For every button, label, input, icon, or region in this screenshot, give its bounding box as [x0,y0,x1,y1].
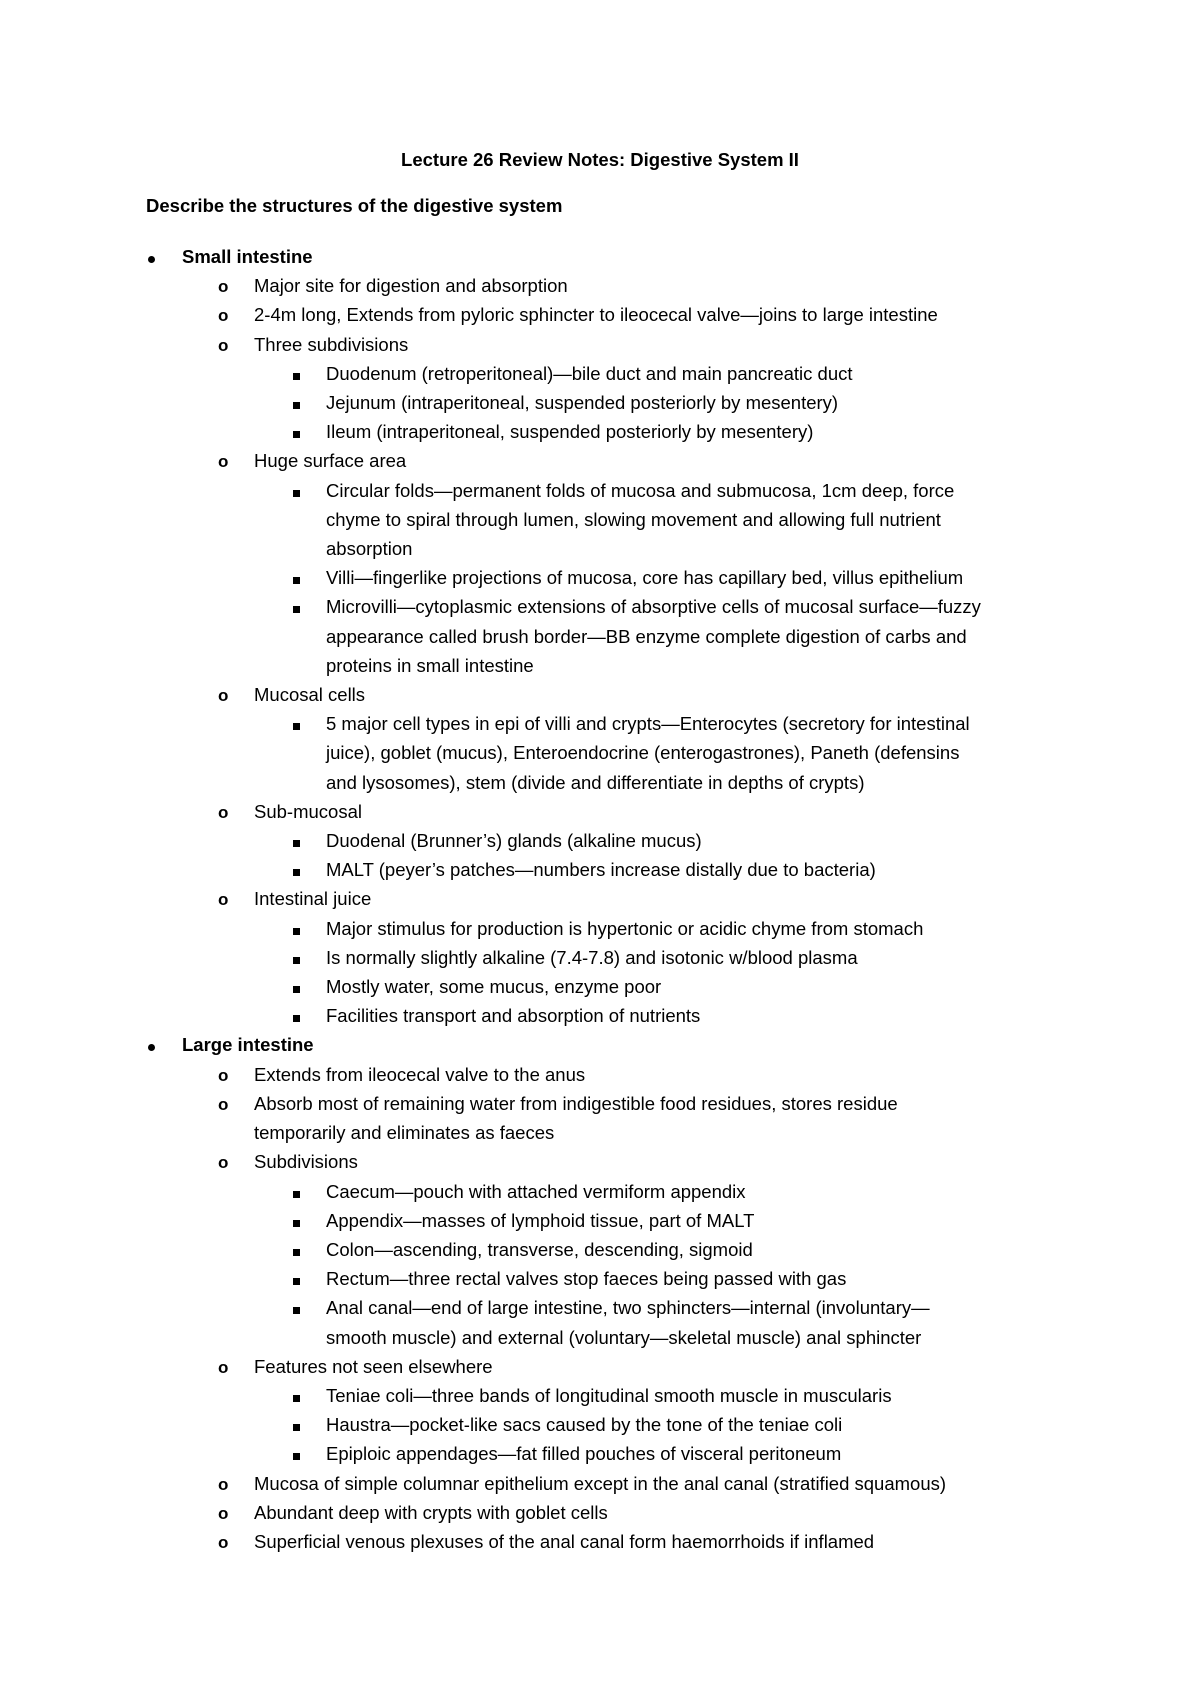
list-item-detail [0,563,1200,592]
square-bullet-icon [293,1177,300,1206]
list-item-point [0,680,1200,709]
square-bullet-icon [293,855,300,884]
section-heading: Describe the structures of the digestive system [146,195,563,216]
list-item-point [0,1498,1200,1527]
point-text: Mucosal cells [254,684,366,706]
circle-bullet-glyph: o [218,1503,229,1523]
list-item-point [0,1527,1200,1556]
square-bullet-icon [293,1439,300,1468]
square-bullet-shape [293,723,300,730]
square-bullet-icon [293,709,300,738]
list-item-detail [0,826,1200,855]
bullet-dot-icon [148,1030,155,1059]
circle-bullet-icon [218,1527,228,1557]
point-text: Abundant deep with crypts with goblet cells [254,1501,608,1523]
list-item-detail [0,592,1200,621]
square-bullet-icon [293,1293,300,1322]
circle-bullet-icon [218,1089,228,1119]
square-bullet-shape [293,577,300,584]
detail-text: Is normally slightly alkaline (7.4-7.8) and isotonic w/blood plasma [326,946,858,968]
point-text: Subdivisions [254,1151,358,1173]
square-bullet-shape [293,928,300,935]
detail-text: Villi—fingerlike projections of mucosa, core has capillary bed, villus epithelium [326,567,964,589]
list-item-point [0,330,1200,359]
circle-bullet-icon [218,1469,228,1499]
point-text: Superficial venous plexuses of the anal canal form haemorrhoids if inflamed [254,1530,875,1552]
detail-text-continuation: absorption [326,538,413,560]
circle-bullet-icon [218,300,228,330]
circle-bullet-glyph: o [218,1153,229,1173]
list-item-point [0,1469,1200,1498]
page-title: Lecture 26 Review Notes: Digestive System II [401,149,799,170]
detail-text: Major stimulus for production is hypertonic or acidic chyme from stomach [326,917,924,939]
square-bullet-shape [293,1220,300,1227]
list-item-section [0,1030,1200,1059]
list-item-point [0,884,1200,913]
list-item-detail [0,417,1200,446]
square-bullet-shape [293,1307,300,1314]
circle-bullet-icon [218,330,228,360]
point-text: Absorb most of remaining water from indigestible food residues, stores residue [254,1092,898,1114]
detail-text: 5 major cell types in epi of villi and crypts—Enterocytes (secretory for intestinal [326,713,970,735]
circle-bullet-icon [218,1498,228,1528]
list-item-detail [0,855,1200,884]
square-bullet-icon [293,1235,300,1264]
section-label: Small intestine [182,246,313,267]
square-bullet-shape [293,1249,300,1256]
list-item-detail [0,709,1200,738]
square-bullet-icon [293,563,300,592]
detail-text: Duodenal (Brunner’s) glands (alkaline mucus) [326,830,702,852]
square-bullet-shape [293,431,300,438]
list-item-detail [0,1264,1200,1293]
bullet-dot-icon [148,242,155,271]
list-item-point [0,271,1200,300]
detail-text-continuation: smooth muscle) and external (voluntary—skeletal muscle) anal sphincter [326,1326,922,1348]
detail-text: Facilities transport and absorption of nutrients [326,1005,701,1027]
circle-bullet-icon [218,1147,228,1177]
square-bullet-icon [293,1410,300,1439]
square-bullet-icon [293,972,300,1001]
notes-outline [0,242,1200,1556]
detail-text: Microvilli—cytoplasmic extensions of absorptive cells of mucosal surface—fuzzy [326,596,981,618]
list-item-detail [0,359,1200,388]
square-bullet-shape [293,1453,300,1460]
point-text: Features not seen elsewhere [254,1355,493,1377]
circle-bullet-glyph: o [218,890,229,910]
list-item-detail [0,1177,1200,1206]
circle-bullet-glyph: o [218,1357,229,1377]
point-text: 2-4m long, Extends from pyloric sphincter to ileocecal valve—joins to large intestine [254,304,938,326]
list-item-detail [0,1293,1200,1322]
square-bullet-icon [293,592,300,621]
list-item-detail [0,914,1200,943]
detail-text: Circular folds—permanent folds of mucosa and submucosa, 1cm deep, force [326,479,955,501]
square-bullet-icon [293,1206,300,1235]
list-item-detail [0,1410,1200,1439]
circle-bullet-icon [218,680,228,710]
circle-bullet-glyph: o [218,335,229,355]
detail-text: Colon—ascending, transverse, descending, sigmoid [326,1238,753,1260]
point-text: Three subdivisions [254,333,409,355]
circle-bullet-icon [218,884,228,914]
detail-text: Anal canal—end of large intestine, two sphincters—internal (involuntary— [326,1297,930,1319]
square-bullet-shape [293,1191,300,1198]
detail-text: Appendix—masses of lymphoid tissue, part of MALT [326,1209,755,1231]
circle-bullet-icon [218,1060,228,1090]
square-bullet-shape [293,957,300,964]
square-bullet-shape [293,606,300,613]
square-bullet-shape [293,1278,300,1285]
detail-text: MALT (peyer’s patches—numbers increase distally due to bacteria) [326,859,876,881]
square-bullet-icon [293,1381,300,1410]
bullet-dot-shape [148,256,155,263]
detail-text-continuation: juice), goblet (mucus), Enteroendocrine (enterogastrones), Paneth (defensins [326,742,960,764]
circle-bullet-glyph: o [218,452,229,472]
point-text: Major site for digestion and absorption [254,275,568,297]
detail-text-continuation: chyme to spiral through lumen, slowing movement and allowing full nutrient [326,508,941,530]
list-item-detail [0,1235,1200,1264]
list-item-detail [0,388,1200,417]
square-bullet-icon [293,359,300,388]
point-text: Sub-mucosal [254,800,362,822]
list-item-point [0,446,1200,475]
list-item-detail [0,972,1200,1001]
detail-text: Caecum—pouch with attached vermiform appendix [326,1180,746,1202]
detail-text: Mostly water, some mucus, enzyme poor [326,976,662,998]
list-item-detail [0,1381,1200,1410]
square-bullet-shape [293,869,300,876]
square-bullet-shape [293,1015,300,1022]
circle-bullet-glyph: o [218,1474,229,1494]
list-item-point [0,1352,1200,1381]
list-item-detail [0,476,1200,505]
circle-bullet-glyph: o [218,686,229,706]
square-bullet-shape [293,840,300,847]
detail-text: Teniae coli—three bands of longitudinal smooth muscle in muscularis [326,1384,892,1406]
circle-bullet-glyph: o [218,1532,229,1552]
point-text: Mucosa of simple columnar epithelium except in the anal canal (stratified squamous) [254,1472,947,1494]
square-bullet-shape [293,1424,300,1431]
circle-bullet-glyph: o [218,1065,229,1085]
detail-text: Duodenum (retroperitoneal)—bile duct and main pancreatic duct [326,362,853,384]
circle-bullet-glyph: o [218,306,229,326]
list-item-detail [0,943,1200,972]
list-item-detail [0,1001,1200,1030]
square-bullet-icon [293,943,300,972]
circle-bullet-glyph: o [218,802,229,822]
detail-text-continuation: appearance called brush border—BB enzyme complete digestion of carbs and [326,625,967,647]
square-bullet-icon [293,388,300,417]
square-bullet-shape [293,373,300,380]
point-text: Extends from ileocecal valve to the anus [254,1063,586,1085]
square-bullet-icon [293,476,300,505]
list-item-point [0,1089,1200,1118]
list-item-detail [0,1439,1200,1468]
point-text-continuation: temporarily and eliminates as faeces [254,1122,555,1144]
detail-text: Epiploic appendages—fat filled pouches of visceral peritoneum [326,1443,842,1465]
point-text: Intestinal juice [254,888,372,910]
circle-bullet-glyph: o [218,1094,229,1114]
square-bullet-icon [293,1001,300,1030]
detail-text: Ileum (intraperitoneal, suspended posteriorly by mesentery) [326,421,814,443]
square-bullet-icon [293,826,300,855]
square-bullet-shape [293,402,300,409]
list-item-section [0,242,1200,271]
circle-bullet-icon [218,271,228,301]
list-item-point [0,797,1200,826]
circle-bullet-glyph: o [218,277,229,297]
square-bullet-shape [293,490,300,497]
list-item-detail [0,1206,1200,1235]
circle-bullet-icon [218,1352,228,1382]
bullet-dot-shape [148,1044,155,1051]
section-label: Large intestine [182,1034,314,1056]
point-text: Huge surface area [254,450,407,472]
circle-bullet-icon [218,797,228,827]
square-bullet-shape [293,986,300,993]
square-bullet-icon [293,1264,300,1293]
list-item-point [0,1060,1200,1089]
square-bullet-icon [293,914,300,943]
detail-text: Haustra—pocket-like sacs caused by the tone of the teniae coli [326,1414,843,1436]
detail-text-continuation: and lysosomes), stem (divide and differentiate in depths of crypts) [326,771,865,793]
detail-text-continuation: proteins in small intestine [326,654,534,676]
detail-text: Rectum—three rectal valves stop faeces being passed with gas [326,1268,847,1290]
square-bullet-icon [293,417,300,446]
list-item-point [0,1147,1200,1176]
circle-bullet-icon [218,446,228,476]
list-item-point [0,300,1200,329]
square-bullet-shape [293,1395,300,1402]
detail-text: Jejunum (intraperitoneal, suspended posteriorly by mesentery) [326,392,839,414]
